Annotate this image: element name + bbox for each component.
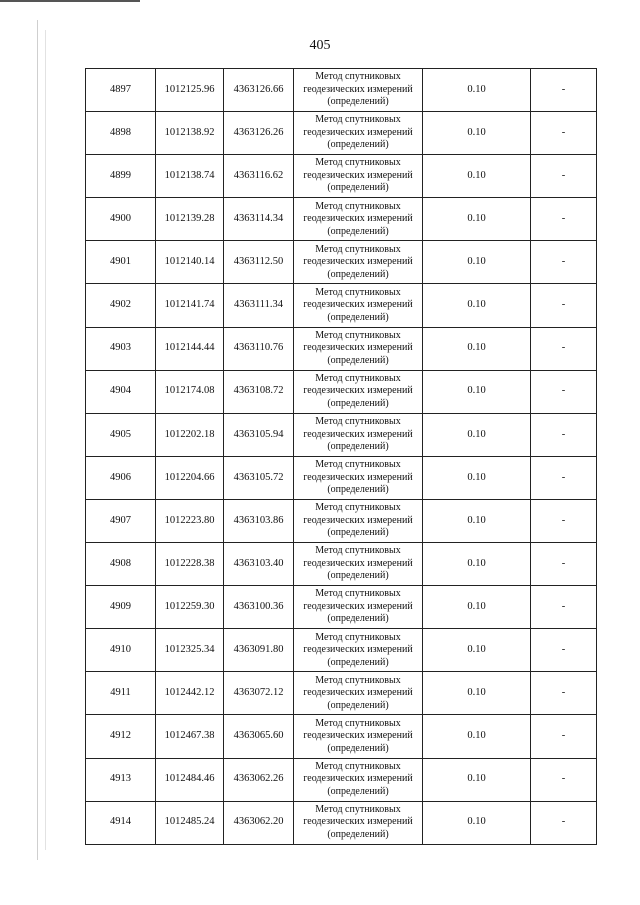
y-coordinate-cell: 4363112.50 [224, 241, 294, 284]
method-line: (определений) [327, 96, 389, 108]
note-cell: - [531, 284, 597, 327]
precision-cell: 0.10 [423, 112, 531, 155]
scan-margin-line [37, 20, 38, 860]
method-line: геодезических измерений [303, 299, 413, 311]
y-coordinate-cell: 4363105.72 [224, 456, 294, 499]
scan-margin-line [45, 30, 46, 850]
y-coordinate-cell: 4363103.86 [224, 499, 294, 542]
note-cell: - [531, 758, 597, 801]
precision-cell: 0.10 [423, 499, 531, 542]
coordinates-table [85, 68, 597, 845]
x-coordinate-cell: 1012140.14 [156, 241, 224, 284]
method-line: геодезических измерений [303, 385, 413, 397]
precision-cell: 0.10 [423, 586, 531, 629]
note-cell: - [531, 155, 597, 198]
precision-cell: 0.10 [423, 327, 531, 370]
method-cell [294, 284, 423, 327]
precision-cell: 0.10 [423, 370, 531, 413]
y-coordinate-cell: 4363111.34 [224, 284, 294, 327]
x-coordinate-cell: 1012204.66 [156, 456, 224, 499]
table-row [86, 543, 597, 586]
note-cell: - [531, 198, 597, 241]
y-coordinate-cell: 4363062.26 [224, 758, 294, 801]
table-row [86, 69, 597, 112]
method-line: (определений) [327, 742, 389, 754]
note-cell: - [531, 456, 597, 499]
method-cell [294, 456, 423, 499]
y-coordinate-cell: 4363072.12 [224, 672, 294, 715]
precision-cell: 0.10 [423, 155, 531, 198]
note-cell: - [531, 543, 597, 586]
x-coordinate-cell: 1012228.38 [156, 543, 224, 586]
method-line: Метод спутниковых [315, 243, 401, 255]
method-line: геодезических измерений [303, 557, 413, 569]
coordinates-table-body [86, 69, 597, 845]
method-line: Метод спутниковых [315, 200, 401, 212]
precision-cell: 0.10 [423, 69, 531, 112]
method-line: Метод спутниковых [315, 717, 401, 729]
method-line: (определений) [327, 441, 389, 453]
page-number: 405 [309, 38, 331, 53]
method-line: Метод спутниковых [315, 545, 401, 557]
method-cell [294, 241, 423, 284]
x-coordinate-cell: 1012174.08 [156, 370, 224, 413]
x-coordinate-cell: 1012139.28 [156, 198, 224, 241]
x-coordinate-cell: 1012223.80 [156, 499, 224, 542]
method-line: (определений) [327, 397, 389, 409]
scan-top-mark [0, 0, 140, 2]
y-coordinate-cell: 4363110.76 [224, 327, 294, 370]
method-line: (определений) [327, 268, 389, 280]
table-row [86, 715, 597, 758]
table-row [86, 801, 597, 844]
method-cell [294, 112, 423, 155]
x-coordinate-cell: 1012259.30 [156, 586, 224, 629]
method-line: (определений) [327, 785, 389, 797]
method-line: геодезических измерений [303, 730, 413, 742]
method-cell [294, 672, 423, 715]
method-line: (определений) [327, 484, 389, 496]
point-number-cell: 4898 [86, 112, 156, 155]
method-line: (определений) [327, 656, 389, 668]
y-coordinate-cell: 4363126.66 [224, 69, 294, 112]
method-line: Метод спутниковых [315, 71, 401, 83]
method-line: геодезических измерений [303, 773, 413, 785]
method-cell [294, 715, 423, 758]
x-coordinate-cell: 1012484.46 [156, 758, 224, 801]
method-line: геодезических измерений [303, 600, 413, 612]
point-number-cell: 4911 [86, 672, 156, 715]
x-coordinate-cell: 1012125.96 [156, 69, 224, 112]
method-line: Метод спутниковых [315, 157, 401, 169]
method-line: Метод спутниковых [315, 631, 401, 643]
method-line: геодезических измерений [303, 687, 413, 699]
precision-cell: 0.10 [423, 543, 531, 586]
method-line: (определений) [327, 182, 389, 194]
x-coordinate-cell: 1012141.74 [156, 284, 224, 327]
method-line: (определений) [327, 354, 389, 366]
method-line: Метод спутниковых [315, 803, 401, 815]
method-line: Метод спутниковых [315, 760, 401, 772]
method-line: (определений) [327, 225, 389, 237]
method-cell [294, 758, 423, 801]
point-number-cell: 4900 [86, 198, 156, 241]
method-line: геодезических измерений [303, 213, 413, 225]
method-line: (определений) [327, 828, 389, 840]
table-row [86, 758, 597, 801]
table-row [86, 413, 597, 456]
method-line: геодезических измерений [303, 644, 413, 656]
method-line: геодезических измерений [303, 83, 413, 95]
y-coordinate-cell: 4363100.36 [224, 586, 294, 629]
method-line: геодезических измерений [303, 342, 413, 354]
precision-cell: 0.10 [423, 715, 531, 758]
method-line: геодезических измерений [303, 428, 413, 440]
method-cell [294, 327, 423, 370]
table-row [86, 198, 597, 241]
point-number-cell: 4897 [86, 69, 156, 112]
method-line: (определений) [327, 699, 389, 711]
precision-cell: 0.10 [423, 456, 531, 499]
method-cell [294, 69, 423, 112]
method-cell [294, 586, 423, 629]
method-line: (определений) [327, 570, 389, 582]
x-coordinate-cell: 1012138.74 [156, 155, 224, 198]
note-cell: - [531, 112, 597, 155]
method-cell [294, 543, 423, 586]
method-line: (определений) [327, 527, 389, 539]
table-row [86, 284, 597, 327]
precision-cell: 0.10 [423, 198, 531, 241]
method-line: Метод спутниковых [315, 416, 401, 428]
table-row [86, 629, 597, 672]
note-cell: - [531, 370, 597, 413]
precision-cell: 0.10 [423, 629, 531, 672]
point-number-cell: 4907 [86, 499, 156, 542]
table-row [86, 499, 597, 542]
point-number-cell: 4899 [86, 155, 156, 198]
x-coordinate-cell: 1012138.92 [156, 112, 224, 155]
point-number-cell: 4906 [86, 456, 156, 499]
method-cell [294, 801, 423, 844]
table-row [86, 112, 597, 155]
y-coordinate-cell: 4363062.20 [224, 801, 294, 844]
method-line: геодезических измерений [303, 256, 413, 268]
x-coordinate-cell: 1012467.38 [156, 715, 224, 758]
method-line: геодезических измерений [303, 169, 413, 181]
precision-cell: 0.10 [423, 801, 531, 844]
y-coordinate-cell: 4363116.62 [224, 155, 294, 198]
method-line: Метод спутниковых [315, 502, 401, 514]
table-row [86, 327, 597, 370]
table-row [86, 370, 597, 413]
method-line: Метод спутниковых [315, 286, 401, 298]
table-row [86, 672, 597, 715]
x-coordinate-cell: 1012325.34 [156, 629, 224, 672]
note-cell: - [531, 801, 597, 844]
y-coordinate-cell: 4363091.80 [224, 629, 294, 672]
precision-cell: 0.10 [423, 758, 531, 801]
method-line: геодезических измерений [303, 126, 413, 138]
point-number-cell: 4901 [86, 241, 156, 284]
note-cell: - [531, 69, 597, 112]
note-cell: - [531, 629, 597, 672]
method-line: Метод спутниковых [315, 329, 401, 341]
y-coordinate-cell: 4363126.26 [224, 112, 294, 155]
note-cell: - [531, 499, 597, 542]
y-coordinate-cell: 4363105.94 [224, 413, 294, 456]
x-coordinate-cell: 1012442.12 [156, 672, 224, 715]
point-number-cell: 4909 [86, 586, 156, 629]
point-number-cell: 4912 [86, 715, 156, 758]
x-coordinate-cell: 1012202.18 [156, 413, 224, 456]
table-row [86, 241, 597, 284]
point-number-cell: 4914 [86, 801, 156, 844]
x-coordinate-cell: 1012485.24 [156, 801, 224, 844]
y-coordinate-cell: 4363065.60 [224, 715, 294, 758]
point-number-cell: 4902 [86, 284, 156, 327]
precision-cell: 0.10 [423, 672, 531, 715]
method-cell [294, 629, 423, 672]
point-number-cell: 4905 [86, 413, 156, 456]
note-cell: - [531, 586, 597, 629]
point-number-cell: 4904 [86, 370, 156, 413]
method-cell [294, 499, 423, 542]
method-cell [294, 413, 423, 456]
point-number-cell: 4910 [86, 629, 156, 672]
table-row [86, 586, 597, 629]
table-row [86, 155, 597, 198]
method-cell [294, 155, 423, 198]
point-number-cell: 4908 [86, 543, 156, 586]
y-coordinate-cell: 4363108.72 [224, 370, 294, 413]
point-number-cell: 4903 [86, 327, 156, 370]
y-coordinate-cell: 4363103.40 [224, 543, 294, 586]
method-line: Метод спутниковых [315, 114, 401, 126]
note-cell: - [531, 672, 597, 715]
y-coordinate-cell: 4363114.34 [224, 198, 294, 241]
precision-cell: 0.10 [423, 413, 531, 456]
note-cell: - [531, 715, 597, 758]
point-number-cell: 4913 [86, 758, 156, 801]
method-line: Метод спутниковых [315, 674, 401, 686]
method-line: Метод спутниковых [315, 459, 401, 471]
method-cell [294, 370, 423, 413]
note-cell: - [531, 327, 597, 370]
method-line: (определений) [327, 613, 389, 625]
method-line: геодезических измерений [303, 471, 413, 483]
method-line: геодезических измерений [303, 816, 413, 828]
method-cell [294, 198, 423, 241]
method-line: (определений) [327, 139, 389, 151]
precision-cell: 0.10 [423, 284, 531, 327]
method-line: Метод спутниковых [315, 372, 401, 384]
table-row [86, 456, 597, 499]
method-line: (определений) [327, 311, 389, 323]
note-cell: - [531, 241, 597, 284]
precision-cell: 0.10 [423, 241, 531, 284]
method-line: Метод спутниковых [315, 588, 401, 600]
x-coordinate-cell: 1012144.44 [156, 327, 224, 370]
method-line: геодезических измерений [303, 514, 413, 526]
note-cell: - [531, 413, 597, 456]
